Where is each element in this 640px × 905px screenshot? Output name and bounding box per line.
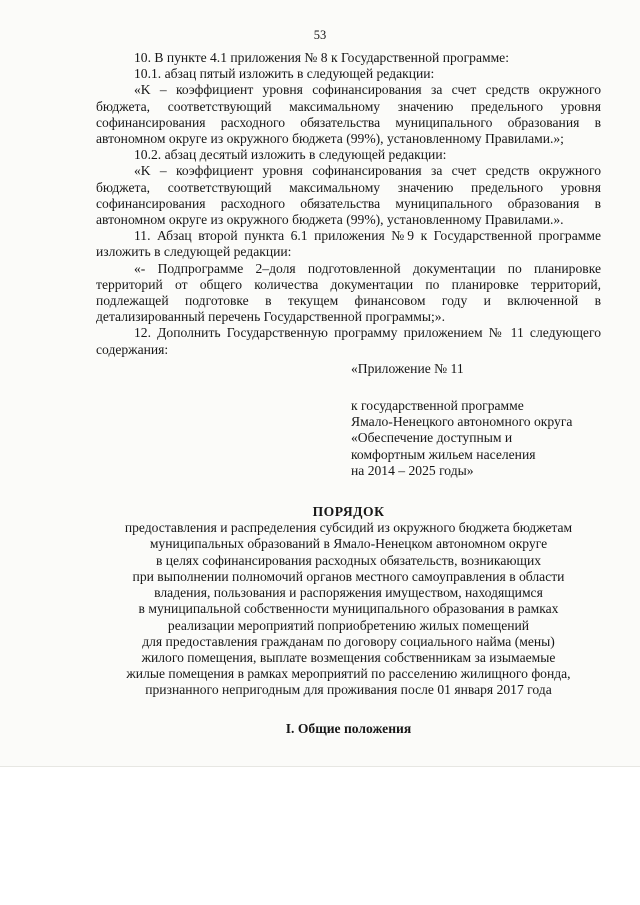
subtitle-line: владения, пользования и распоряжения имуществом, находящимся — [154, 585, 543, 601]
paragraph-10-2: 10.2. абзац десятый изложить в следующей редакции: — [134, 147, 447, 163]
quote-coefficient-2: «K – коэффициент уровня софинансирования за счет средств окружного бюджета, соответствующий максимальному значению предельного уровня софинансирования расходного обязательства муниципального образования в автономном округе из окружного бюджета (99%), установленному Правилами.». — [96, 163, 601, 228]
appendix-line: «Обеспечение доступным и — [351, 430, 513, 446]
appendix-line: Ямало-Ненецкого автономного округа — [351, 414, 573, 430]
document-body — [96, 50, 601, 737]
appendix-header — [351, 361, 601, 479]
subtitle-line: для предоставления гражданам по договору социального найма (мены) — [142, 633, 555, 649]
subtitle-line: признанного непригодным для проживания после 01 января 2017 года — [145, 682, 552, 698]
subtitle-line: в муниципальной собственности муниципального образования в рамках — [138, 601, 559, 617]
page-number: 53 — [313, 28, 327, 42]
heading-subtitle — [96, 520, 601, 698]
appendix-title: «Приложение № 11 — [351, 360, 464, 376]
blank-area — [0, 767, 640, 905]
section-title: I. Общие положения — [285, 720, 412, 736]
subtitle-line: муниципальных образований в Ямало-Ненецком автономном округе — [149, 536, 548, 552]
subtitle-line: предоставления и распределения субсидий из окружного бюджета бюджетам — [124, 520, 573, 536]
subtitle-line: реализации мероприятий поприобретению жилых помещений — [167, 617, 530, 633]
subtitle-line: при выполнении полномочий органов местного самоуправления в области — [132, 568, 565, 584]
paragraph-10: 10. В пункте 4.1 приложения № 8 к Государственной программе: — [134, 50, 509, 65]
subtitle-line: жилые помещения в рамках мероприятий по расселению жилищного фонда, — [126, 666, 571, 682]
paragraph-11: 11. Абзац второй пункта 6.1 приложения №9 к Государственной программе изложить в следующей редакции: — [96, 228, 601, 260]
quote-subprogram-2: «- Подпрограмме 2–доля подготовленной документации по планировке территорий от общего количества документации по планировке территорий, подлежащей подготовке в текущем финансовом году и включенной в детализированный перечень Государственной программы;». — [96, 260, 601, 325]
appendix-line: комфортным жильем населения — [351, 446, 536, 462]
paragraph-12: 12. Дополнить Государственную программу приложением № 11 следующего содержания: — [96, 325, 601, 357]
subtitle-line: жилого помещения, выплате возмещения собственникам за изымаемые — [141, 649, 556, 665]
paragraph-10-1: 10.1. абзац пятый изложить в следующей редакции: — [134, 66, 435, 82]
document-heading: ПОРЯДОК — [312, 504, 385, 520]
appendix-line: на 2014 – 2025 годы» — [351, 462, 474, 478]
quote-coefficient-1: «K – коэффициент уровня софинансирования за счет средств окружного бюджета, соответствующий максимальному значению предельного уровня софинансирования расходного обязательства муниципального образования в автономном округе из окружного бюджета (99%), установленному Правилами.»; — [96, 82, 601, 147]
appendix-line: к государственной программе — [351, 398, 524, 414]
subtitle-line: в целях софинансирования расходных обязательств, возникающих — [155, 552, 542, 568]
